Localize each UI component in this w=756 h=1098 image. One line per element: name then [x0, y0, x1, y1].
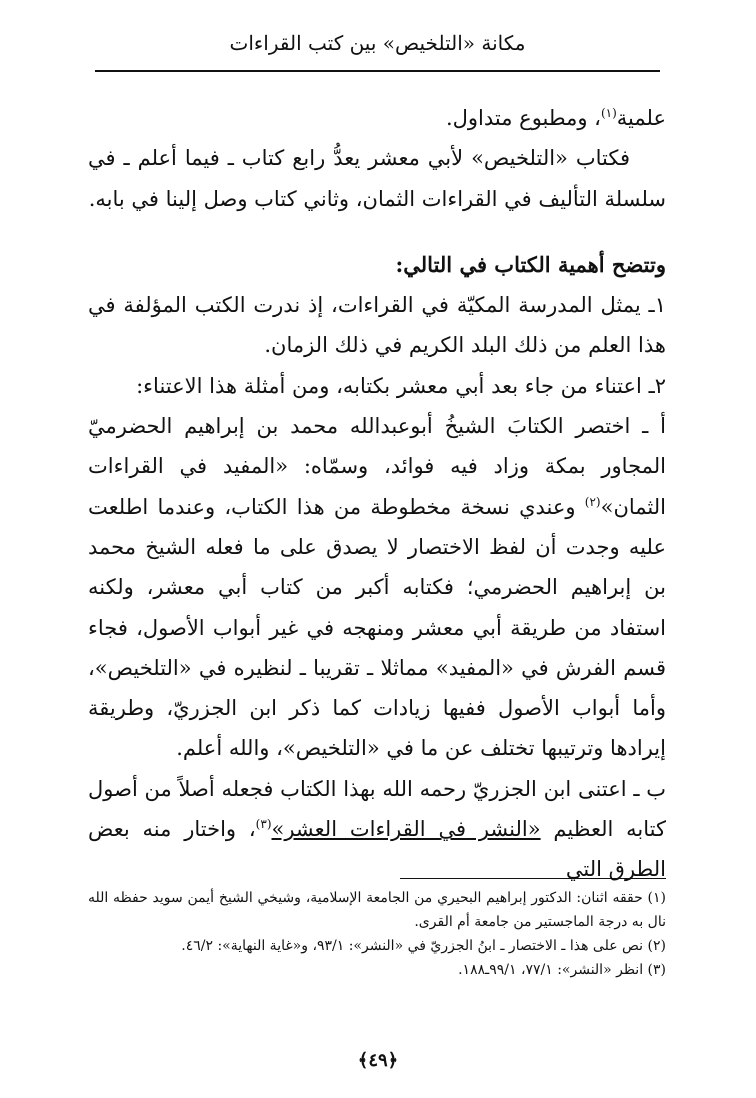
list-item-2: ٢ـ اعتناء من جاء بعد أبي معشر بكتابه، ومن أمثلة هذا الاعتناء:: [136, 373, 666, 398]
section-heading: وتتضح أهمية الكتاب في التالي:: [395, 251, 666, 277]
running-header: مكانة «التلخيص» بين كتب القراءات: [229, 31, 526, 55]
page-number: ﴿٤٩﴾: [357, 1050, 399, 1071]
footnote-2: (٢) نص على هذا ـ الاختصار ـ ابنُ الجزريّ في «النشر»: ٩٣/١، و«غاية النهاية»: ٤٦/٢.: [181, 938, 666, 954]
header-rule: [95, 70, 660, 72]
book-title-underlined: «النشر في القراءات العشر»: [271, 817, 541, 842]
footnote-ref-1: (١): [600, 106, 617, 120]
list-item-2b-text: ب ـ اعتنى ابن الجزريّ رحمه الله بهذا الكتاب فجعله أصلاً من أصول كتابه العظيم: [88, 776, 666, 842]
footnote-ref-2: (٢): [584, 494, 601, 509]
list-item-2b: [88, 769, 666, 890]
body-text: [88, 98, 666, 890]
footnote-ref-3: (٣): [255, 817, 272, 832]
paragraph-2: فكتاب «التلخيص» لأبي معشر يعدُّ رابع كتاب ـ فيما أعلم ـ في سلسلة التأليف في القراءات الثمان، وثاني كتاب وصل إلينا في بابه.: [88, 146, 666, 211]
paragraph-1-rest: ، ومطبوع متداول.: [445, 106, 601, 130]
list-item-2b-rest: ، واختار منه بعض الطرق التي: [88, 817, 666, 882]
footnote-1: (١) حققه اثنان: الدكتور إبراهيم البحيري من الجامعة الإسلامية، وشيخي الشيخ أيمن سويد حفظه الله نال به درجة الماجستير من جامعة أم القرى.: [88, 890, 666, 930]
list-item-1: ١ـ يمثل المدرسة المكيّة في القراءات، إذ ندرت الكتب المؤلفة في هذا العلم من ذلك البلد الكريم في ذلك الزمان.: [88, 293, 666, 358]
footnote-3: (٣) انظر «النشر»: ٧٧/١، ٩٩/١ـ١٨٨.: [458, 962, 666, 978]
list-item-2a-text: أ ـ اختصر الكتابَ الشيخُ أبوعبدالله محمد بن إبراهيم الحضرميّ المجاور بمكة وزاد فيه فوائد، وسمّاه: «المفيد في القراءات الثمان»: [88, 414, 666, 519]
list-item-2a-rest: وعندي نسخة مخطوطة من هذا الكتاب، وعندما اطلعت عليه وجدت أن لفظ الاختصار لا يصدق على ما فعله الشيخ محمد بن إبراهيم الحضرمي؛ فكتابه أكبر من كتاب أبي معشر، ولكنه استفاد من طريقة أبي معشر ومنهجه في غير أبواب الأصول، فجاء قسم الفرش في «المفيد» مماثلا ـ تقريبا ـ لنظيره في «التلخيص»، وأما أبواب الأصول ففيها زيادات كما ذكر ابن الجزريّ، وطريقة إيرادها وترتيبها تختلف عن ما في «التلخيص»، والله أعلم.: [88, 494, 666, 761]
paragraph-1-text: علمية: [616, 106, 666, 130]
footnote-rule: [400, 878, 666, 879]
footnotes: [88, 886, 666, 982]
paragraph-1: [88, 98, 666, 138]
list-item-2a: [88, 406, 666, 769]
